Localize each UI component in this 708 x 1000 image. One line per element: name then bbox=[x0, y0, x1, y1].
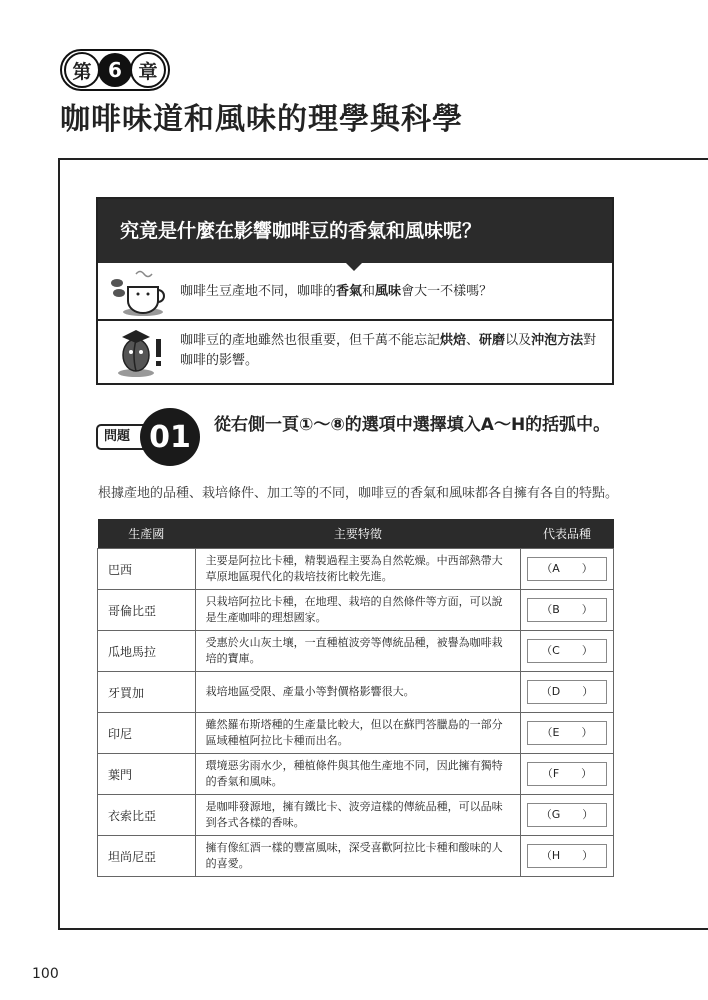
intro-text: 根據產地的品種、栽培條件、加工等的不同，咖啡豆的香氣和風味都各自擁有各自的特點。 bbox=[98, 486, 619, 501]
question-box bbox=[96, 197, 614, 385]
country-cell: 牙買加 bbox=[98, 672, 196, 713]
q1-text-end: 會大一不樣嗎？ bbox=[401, 284, 493, 299]
chapter-badge bbox=[60, 49, 170, 91]
chapter-label bbox=[60, 50, 170, 90]
table-row bbox=[98, 590, 614, 631]
q2-bold-grind: 研磨 bbox=[479, 333, 506, 348]
header-variety: 代表品種 bbox=[521, 519, 614, 549]
feature-cell: 只栽培阿拉比卡種，在地理、栽培的自然條件等方面，可以說是生產咖啡的理想國家。 bbox=[195, 590, 520, 631]
chapter-suffix: 章 bbox=[130, 52, 166, 88]
answer-cell bbox=[521, 549, 614, 590]
answer-blank[interactable]: （C ） bbox=[527, 639, 607, 663]
answer-cell bbox=[521, 795, 614, 836]
feature-cell: 環境惡劣雨水少，種植條件與其他生產地不同，因此擁有獨特的香氣和風味。 bbox=[195, 754, 520, 795]
table-row bbox=[98, 713, 614, 754]
country-cell: 印尼 bbox=[98, 713, 196, 754]
question-heading: 究竟是什麼在影響咖啡豆的香氣和風味呢？ bbox=[98, 199, 612, 263]
q2-text-and: 以及 bbox=[505, 333, 532, 348]
feature-cell: 主要是阿拉比卡種，精製過程主要為自然乾燥。中西部熱帶大草原地區現代化的栽培技術比較先進。 bbox=[195, 549, 520, 590]
answer-cell bbox=[521, 631, 614, 672]
q1-bold-flavor: 風味 bbox=[375, 284, 402, 299]
page-number: 100 bbox=[32, 966, 59, 982]
page-title: 咖啡味道和風味的理學與科學 bbox=[60, 102, 463, 137]
answer-blank[interactable]: （F ） bbox=[527, 762, 607, 786]
coffee-cup-icon bbox=[108, 269, 170, 317]
answer-cell bbox=[521, 713, 614, 754]
answer-cell bbox=[521, 672, 614, 713]
answer-blank[interactable]: （G ） bbox=[527, 803, 607, 827]
question-row bbox=[98, 263, 612, 321]
country-cell: 坦尚尼亞 bbox=[98, 836, 196, 877]
table-row bbox=[98, 631, 614, 672]
table-row bbox=[98, 795, 614, 836]
answer-blank[interactable]: （D ） bbox=[527, 680, 607, 704]
answer-blank[interactable]: （B ） bbox=[527, 598, 607, 622]
q1-bold-aroma: 香氣 bbox=[336, 284, 363, 299]
feature-cell: 是咖啡發源地，擁有鐵比卡、波旁這樣的傳統品種，可以品味到各式各樣的香味。 bbox=[195, 795, 520, 836]
country-cell: 衣索比亞 bbox=[98, 795, 196, 836]
feature-cell: 雖然羅布斯塔種的生產量比較大，但以在蘇門答臘島的一部分區域種植阿拉比卡種而出名。 bbox=[195, 713, 520, 754]
country-cell: 葉門 bbox=[98, 754, 196, 795]
answer-blank[interactable]: （H ） bbox=[527, 844, 607, 868]
table-row bbox=[98, 672, 614, 713]
chapter-prefix: 第 bbox=[64, 52, 100, 88]
q1-text: 咖啡生豆產地不同，咖啡的 bbox=[180, 284, 337, 299]
table-header-row bbox=[98, 519, 614, 549]
q2-bold-roast: 烘焙 bbox=[440, 333, 467, 348]
feature-cell: 受惠於火山灰土壤，一直種植波旁等傳統品種，被譽為咖啡栽培的寶庫。 bbox=[195, 631, 520, 672]
header-country: 生產國 bbox=[98, 519, 196, 549]
chapter-number: 6 bbox=[98, 53, 132, 87]
country-cell: 哥倫比亞 bbox=[98, 590, 196, 631]
answer-blank[interactable]: （A ） bbox=[527, 557, 607, 581]
feature-cell: 擁有像紅酒一樣的豐富風味，深受喜歡阿拉比卡種和酸味的人的喜愛。 bbox=[195, 836, 520, 877]
problem-number: 01 bbox=[140, 408, 200, 466]
answer-cell bbox=[521, 754, 614, 795]
q2-text: 咖啡豆的產地雖然也很重要，但千萬不能忘記 bbox=[180, 333, 441, 348]
country-cell: 巴西 bbox=[98, 549, 196, 590]
question-line-2 bbox=[180, 331, 600, 371]
table-row bbox=[98, 836, 614, 877]
q2-text-sep: 、 bbox=[466, 333, 480, 348]
table-row bbox=[98, 549, 614, 590]
problem-text: 從右側一頁①～⑧的選項中選擇填入A～H的括弧中。 bbox=[214, 415, 611, 435]
table-row bbox=[98, 754, 614, 795]
answer-row bbox=[98, 321, 612, 383]
header-feature: 主要特徵 bbox=[195, 519, 520, 549]
producer-table bbox=[97, 519, 614, 877]
q2-bold-brew: 沖泡方法 bbox=[531, 333, 584, 348]
q2-text-end: 對咖啡的影響。 bbox=[180, 333, 597, 368]
q1-text-and: 和 bbox=[362, 284, 376, 299]
problem-tag: 問題 bbox=[96, 424, 154, 450]
coffee-bean-professor-icon bbox=[108, 325, 170, 379]
question-line-1 bbox=[180, 282, 492, 302]
answer-cell bbox=[521, 836, 614, 877]
answer-blank[interactable]: （E ） bbox=[527, 721, 607, 745]
country-cell: 瓜地馬拉 bbox=[98, 631, 196, 672]
answer-cell bbox=[521, 590, 614, 631]
feature-cell: 栽培地區受限、產量小等對價格影響很大。 bbox=[195, 672, 520, 713]
